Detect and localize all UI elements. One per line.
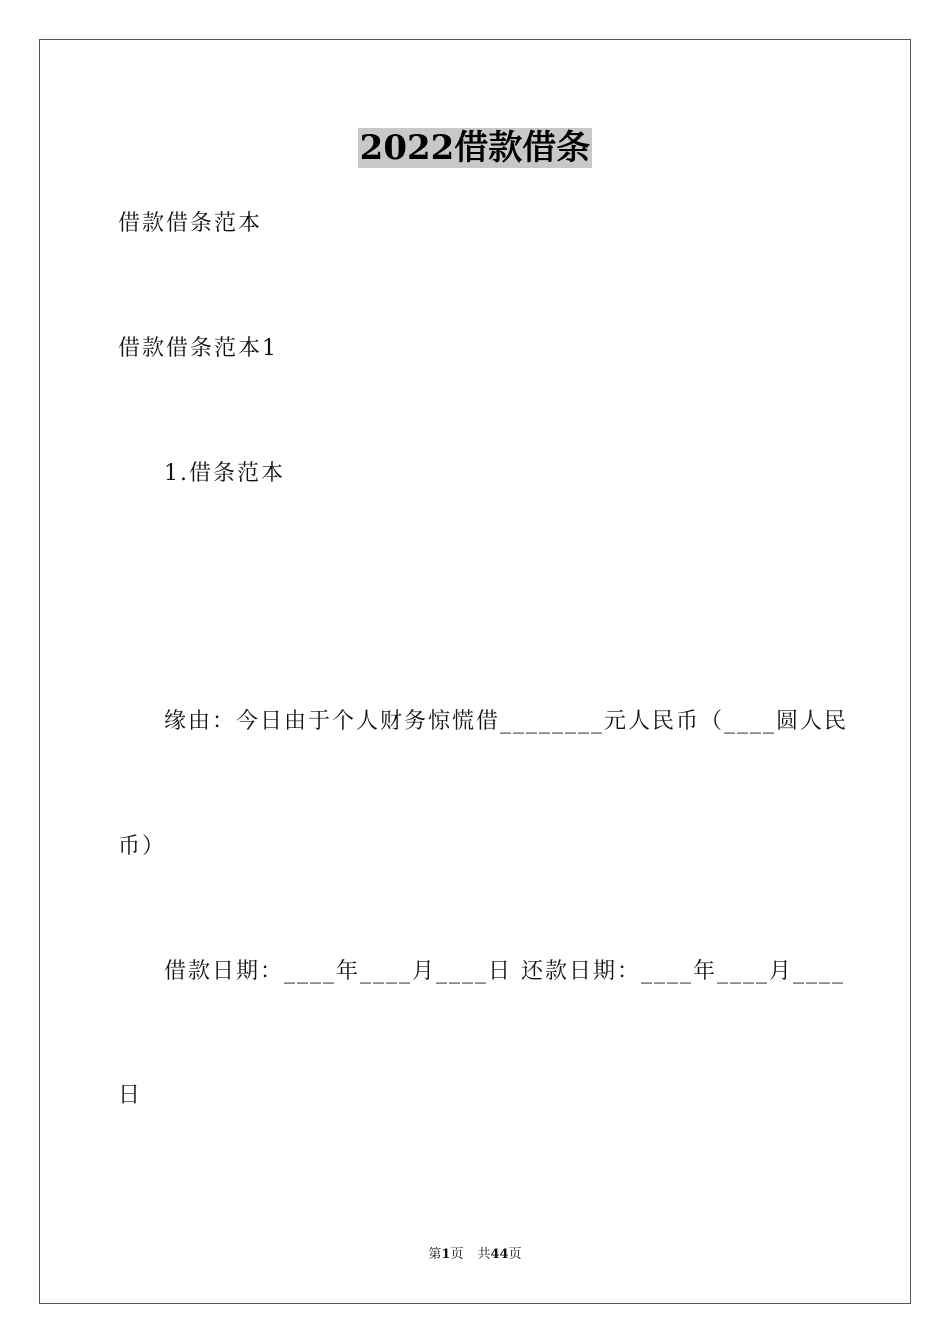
footer-total-pages: 44 bbox=[490, 1247, 509, 1262]
document-title: 2022借款借条 bbox=[359, 128, 591, 168]
paragraph-dates: 借款日期：____年____月____日 还款日期：____年____月____ bbox=[164, 959, 845, 984]
footer-prefix: 第 bbox=[428, 1247, 442, 1262]
subtitle-line: 借款借条范本 bbox=[118, 211, 263, 236]
footer-total-suffix: 页 bbox=[508, 1247, 522, 1262]
footer-page-number: 1 bbox=[441, 1247, 451, 1262]
page-footer bbox=[0, 1246, 950, 1264]
footer-total-prefix: 共 bbox=[477, 1247, 491, 1262]
paragraph-reason-continued: 币） bbox=[118, 834, 167, 859]
list-item-heading: 1.借条范本 bbox=[164, 461, 285, 486]
footer-page-suffix: 页 bbox=[450, 1247, 464, 1262]
title-container bbox=[0, 128, 950, 168]
paragraph-reason: 缘由：今日由于个人财务惊慌借________元人民币（____圆人民 bbox=[164, 709, 849, 734]
paragraph-dates-continued: 日 bbox=[118, 1083, 143, 1108]
section-heading: 借款借条范本1 bbox=[118, 336, 278, 361]
